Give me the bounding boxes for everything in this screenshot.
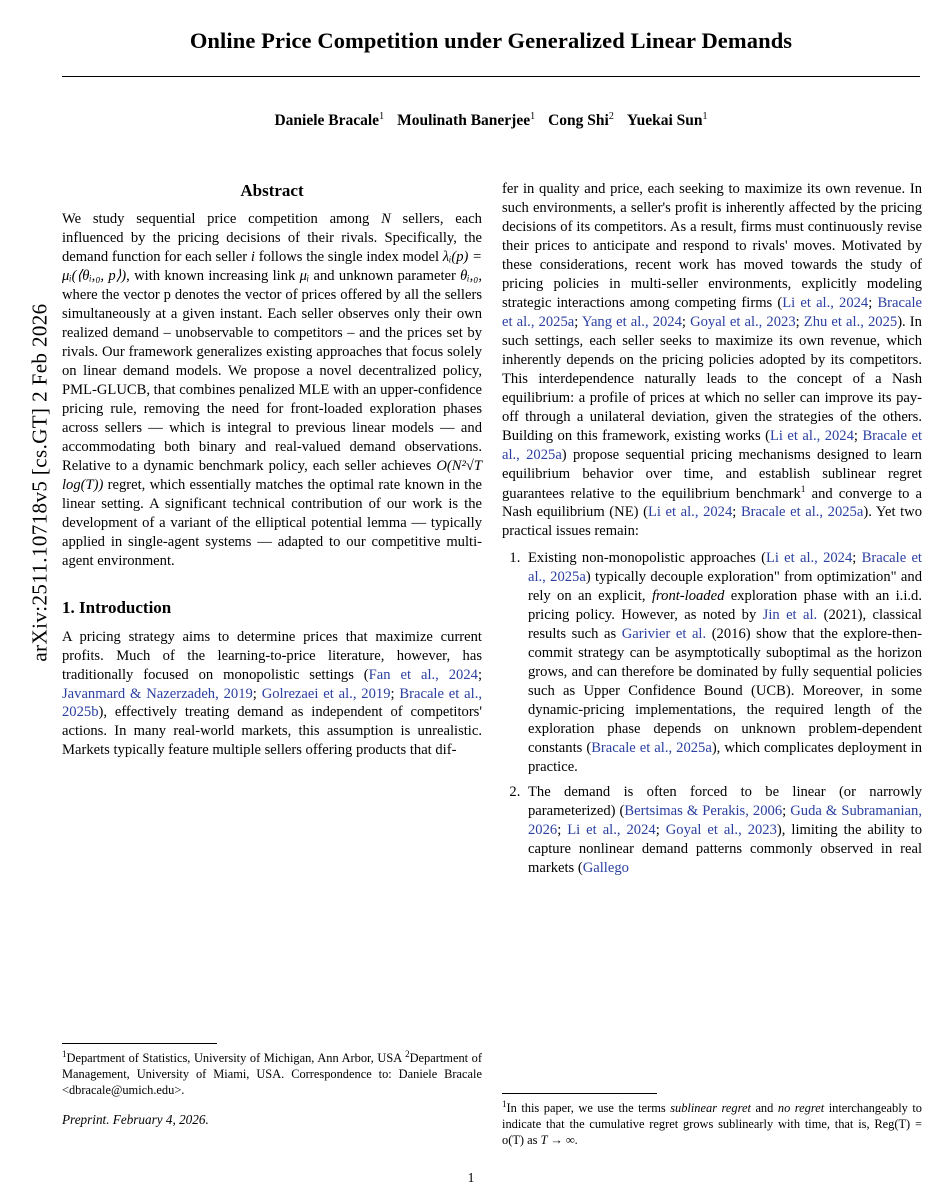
author-4-affil: 1 bbox=[702, 111, 708, 122]
citation-bracale-2025a-c[interactable]: Bracale et al., 2025a bbox=[740, 504, 864, 521]
formula-single-index-model: λᵢ(p) = μᵢ(⟨θᵢ,₀, p⟩) bbox=[62, 249, 482, 284]
right-column-paragraph-1: fer in quality and price, each seeking to maximize its own revenue. In such environments, a seller's profit is inherently affected by the pricing decisions of its competitors. As a result, firms must continuously revise their prices to anticipate and respond to rivals' moves. Motivated by these considerations, recent work has moved towards the study of pricing policies in multi-seller environments, explicitly modeling strategic interactions among competing firms (Li et al., 2024; Bracale et al., 2025a; Yang et al., 2024; Goyal et al., 2023; Zhu et al., 2025). In such settings, each seller seeks to maximize its own revenue, which inherently depends on the pricing policies adopted by its competitors. This interdependence naturally leads to the concept of a Nash equilibrium: a profile of prices at which no seller can improve its pay-off through a unilateral deviation, given the strategies of the others. Building on this framework, existing works (Li et al., 2024; Bracale et al., 2025a) propose sequential pricing mechanisms designed to learn equilibrium behavior over time, and establish sublinear regret guarantees relative to the equilibrium benchmark$^1$ and converge to a Nash equilibrium (NE) (Li et al., 2024; Bracale et al., 2025a). Yet two practical issues remain: bbox=[502, 181, 923, 540]
footnote-divider-right bbox=[502, 1093, 657, 1094]
citation-garivier-2016[interactable]: Garivier et al. bbox=[621, 626, 707, 643]
author-1: Daniele Bracale$^1$ bbox=[274, 111, 385, 130]
footnote-marker-right-1: 1 bbox=[502, 1099, 507, 1109]
arxiv-stamp: arXiv:2511.10718v5 [cs.GT] 2 Feb 2026 bbox=[27, 303, 52, 662]
citation-jin-2021[interactable]: Jin et al. bbox=[762, 607, 818, 624]
symbol-N: N bbox=[381, 211, 391, 228]
right-footnote-block bbox=[502, 1085, 922, 1148]
citation-li-2024-a[interactable]: Li et al., 2024 bbox=[782, 294, 869, 311]
footnote-marker-1[interactable]: 1 bbox=[800, 484, 806, 495]
citation-zhu-2025[interactable]: Zhu et al., 2025 bbox=[803, 313, 898, 330]
emphasis-front-loaded: front-loaded bbox=[651, 588, 725, 605]
citation-gallego[interactable]: Gallego bbox=[582, 859, 629, 876]
left-column bbox=[62, 180, 482, 760]
abstract-text: We study sequential price competition among N sellers, each influenced by the pricing decisions of their rivals. Specifically, the demand function for each seller i follows the single index model λᵢ(p) = μᵢ(⟨θᵢ,₀, p⟩), with known increasing link μᵢ and unknown parameter θᵢ,₀, where the vector p denotes the vector of prices offered by all the sellers simultaneously at a given instant. Each seller observes only their own realized demand – unobservable to competitors – and the prices set by rivals. Our framework generalizes existing approaches that focus solely on linear demand models. We propose a novel decentralized policy, PML-GLUCB, that combines penalized MLE with an upper-confidence pricing rule, removing the need for front-loaded exploration phases across sellers — which is integral to previous linear models — and accommodating both binary and real-valued demand observations. Relative to a dynamic benchmark policy, each seller achieves O(N²√T log(T)) regret, which essentially matches the optimal rate known in the linear setting. A significant technical contribution of our work is the development of a variant of the elliptical potential lemma — typically applied in single-agent systems — adapted to our competitive multi-agent environment. bbox=[62, 211, 482, 569]
citation-golrezaei-2019[interactable]: Golrezaei et al., 2019 bbox=[261, 685, 391, 702]
citation-fan-2024[interactable]: Fan et al., 2024 bbox=[368, 666, 478, 683]
citation-li-2024-c[interactable]: Li et al., 2024 bbox=[647, 504, 733, 521]
citation-bracale-2025a-d[interactable]: Bracale et al., 2025a bbox=[528, 550, 922, 586]
author-2: Moulinath Banerjee$^1$ bbox=[397, 111, 536, 130]
footnote-marker-affil-1: 1 bbox=[62, 1049, 67, 1059]
citation-bracale-2025a-e[interactable]: Bracale et al., 2025a bbox=[591, 739, 712, 756]
emphasis-no-regret: no regret bbox=[777, 1101, 825, 1116]
list-item-issue-2: 2. The demand is often forced to be linear (or narrowly parameterized) (Bertsimas & Perakis, 2006; Guda & Subramanian, 2026; Li et al., 2024; Goyal et al., 2023), limiting the ability to capture nonlinear demand patterns commonly observed in real markets (Gallego bbox=[524, 783, 922, 878]
two-column-body bbox=[62, 180, 922, 1140]
footnote-divider-left bbox=[62, 1043, 217, 1044]
page-title: Online Price Competition under Generalized Linear Demands bbox=[189, 28, 793, 53]
citation-bracale-2025b[interactable]: Bracale et al., 2025b bbox=[62, 685, 483, 721]
symbol-i: i bbox=[250, 249, 255, 266]
citation-bertsimas-2006[interactable]: Bertsimas & Perakis, 2006 bbox=[624, 802, 783, 819]
formula-regret-o-T: Reg(T) = o(T) bbox=[502, 1116, 922, 1147]
author-2-affil: 1 bbox=[530, 111, 536, 122]
author-list bbox=[62, 111, 920, 130]
citation-bracale-2025a-a[interactable]: Bracale et al., 2025a bbox=[502, 294, 923, 330]
symbol-mu-i: μᵢ bbox=[299, 268, 310, 284]
footnote-sublinear-regret: $^1$In this paper, we use the terms sublinear regret and no regret interchangeably to indicate that the cumulative regret grows sublinearly with time, that is, Reg(T) = o(T) as T → ∞. bbox=[502, 1099, 922, 1147]
formula-T-to-infinity: T → ∞ bbox=[540, 1132, 575, 1147]
author-4: Yuekai Sun$^1$ bbox=[626, 111, 708, 130]
author-1-affil: 1 bbox=[379, 111, 385, 122]
footnote-affiliations: $^1$Department of Statistics, University of Michigan, Ann Arbor, USA $^2$Department of Management, University of Miami, USA. Correspondence to: Daniele Bracale <dbracale@umich.edu>. bbox=[62, 1049, 483, 1097]
citation-goyal-2023-b[interactable]: Goyal et al., 2023 bbox=[665, 821, 777, 838]
citation-li-2024-b[interactable]: Li et al., 2024 bbox=[769, 427, 854, 444]
list-item-issue-1: 1. Existing non-monopolistic approaches (Li et al., 2024; Bracale et al., 2025a) typically decouple exploration" from optimization" and rely on an explicit, front-loaded exploration phase with an i.i.d. pricing policy. However, as noted by Jin et al. (2021), classical results such as Garivier et al. (2016) show that the explore-then-commit strategy can be asymptotically suboptimal as the horizon grows, and can therefore be dominated by fully sequential policies such as Upper Confidence Bound (UCB). Moreover, in some dynamic-pricing implementations, the required length of the exploration phase depends on unknown problem-dependent constants (Bracale et al., 2025a), which complicates deployment in practice. bbox=[524, 549, 922, 777]
author-3: Cong Shi$^2$ bbox=[548, 111, 614, 130]
abstract-heading: Abstract bbox=[240, 181, 304, 200]
symbol-theta-i0: θᵢ,₀ bbox=[460, 268, 479, 284]
citation-li-2024-e[interactable]: Li et al., 2024 bbox=[567, 821, 656, 838]
introduction-paragraph-1: A pricing strategy aims to determine prices that maximize current profits. Much of the learning-to-price literature, however, has traditionally focused on monopolistic settings (Fan et al., 2024; Javanmard & Nazerzadeh, 2019; Golrezaei et al., 2019; Bracale et al., 2025b), effectively treating demand as independent of competitors' actions. In many real-world markets, this assumption is unrealistic. Markets typically feature multiple sellers offering products that dif- bbox=[62, 628, 483, 759]
citation-goyal-2023-a[interactable]: Goyal et al., 2023 bbox=[690, 313, 796, 330]
formula-regret-bound: O(N²√T log(T)) bbox=[62, 457, 482, 493]
citation-guda-2026[interactable]: Guda & Subramanian, 2026 bbox=[528, 802, 922, 838]
title-divider bbox=[62, 76, 920, 77]
section-heading-introduction: 1. Introduction bbox=[62, 597, 172, 617]
citation-javanmard-2019[interactable]: Javanmard & Nazerzadeh, 2019 bbox=[62, 685, 253, 702]
paper-header bbox=[62, 22, 920, 130]
right-column bbox=[502, 180, 922, 884]
citation-bracale-2025a-b[interactable]: Bracale et al., 2025a bbox=[502, 427, 922, 463]
preprint-notice: Preprint. February 4, 2026. bbox=[62, 1112, 209, 1128]
citation-li-2024-d[interactable]: Li et al., 2024 bbox=[765, 550, 853, 567]
footnote-marker-affil-2: 2 bbox=[405, 1049, 410, 1059]
left-footnote-block bbox=[62, 1035, 482, 1128]
page-number: 1 bbox=[467, 1170, 475, 1185]
author-3-affil: 2 bbox=[608, 111, 614, 122]
issues-list bbox=[502, 549, 922, 877]
citation-yang-2024[interactable]: Yang et al., 2024 bbox=[581, 313, 682, 330]
emphasis-sublinear-regret: sublinear regret bbox=[670, 1101, 751, 1116]
